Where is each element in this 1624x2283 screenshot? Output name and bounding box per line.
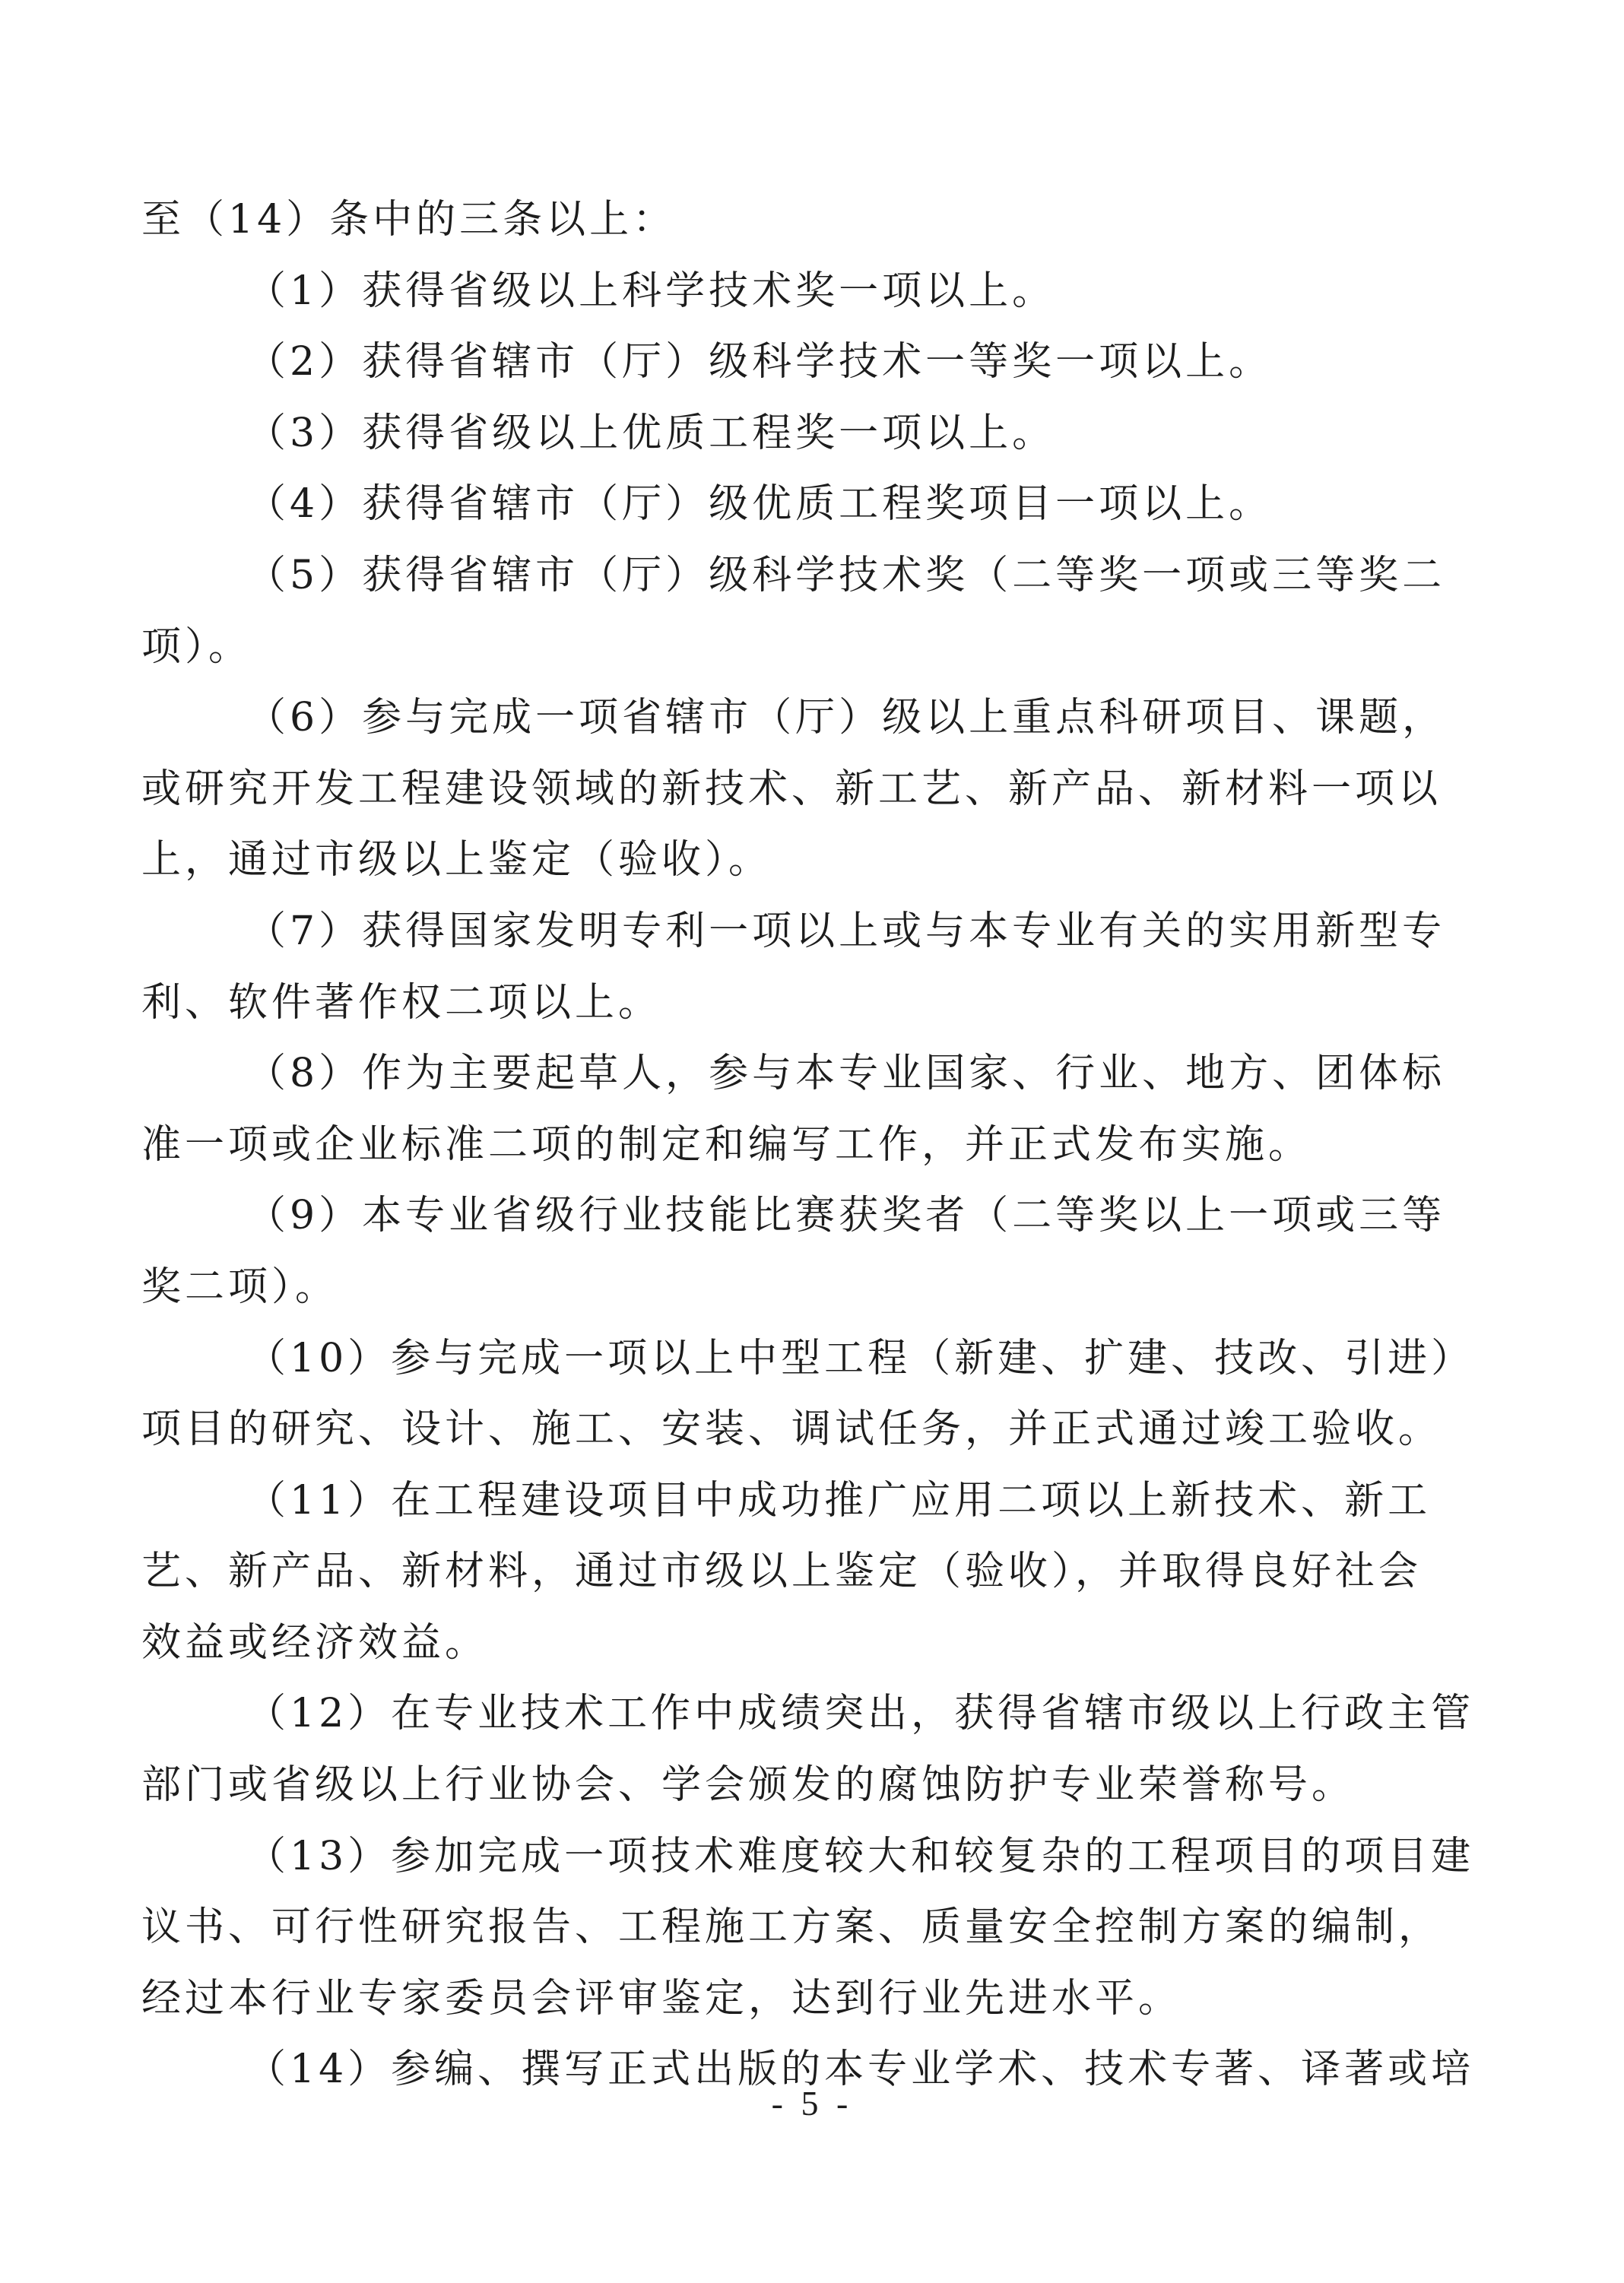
text-line: （9）本专业省级行业技能比赛获奖者（二等奖以上一项或三等 bbox=[246, 1193, 1446, 1239]
page-number: - 5 - bbox=[771, 2084, 853, 2123]
text-line: 上，通过市级以上鉴定（验收）。 bbox=[141, 837, 772, 883]
text-line: 艺、新产品、新材料，通过市级以上鉴定（验收），并取得良好社会 bbox=[141, 1549, 1423, 1595]
text-line: 或研究开发工程建设领域的新技术、新工艺、新产品、新材料一项以 bbox=[141, 766, 1442, 812]
text-line: （6）参与完成一项省辖市（厅）级以上重点科研项目、课题， bbox=[246, 695, 1446, 741]
text-line: 至（14）条中的三条以上： bbox=[141, 197, 677, 243]
text-line: 利、软件著作权二项以上。 bbox=[141, 979, 662, 1026]
text-line: （14）参编、撰写正式出版的本专业学术、技术专著、译著或培 bbox=[246, 2047, 1475, 2093]
text-line: 经过本行业专家委员会评审鉴定，达到行业先进水平。 bbox=[141, 1975, 1182, 2021]
text-line: （12）在专业技术工作中成绩突出，获得省辖市级以上行政主管 bbox=[246, 1691, 1475, 1737]
text-line: （13）参加完成一项技术难度较大和较复杂的工程项目的项目建 bbox=[246, 1833, 1475, 1879]
text-line: 准一项或企业标准二项的制定和编写工作，并正式发布实施。 bbox=[141, 1121, 1312, 1168]
text-line: （8）作为主要起草人，参与本专业国家、行业、地方、团体标 bbox=[246, 1051, 1446, 1097]
text-line: （7）获得国家发明专利一项以上或与本专业有关的实用新型专 bbox=[246, 908, 1446, 954]
text-line: （3）获得省级以上优质工程奖一项以上。 bbox=[246, 410, 1056, 456]
text-line: （2）获得省辖市（厅）级科学技术一等奖一项以上。 bbox=[246, 339, 1273, 385]
document-body bbox=[141, 185, 1510, 2106]
text-line: 项目的研究、设计、施工、安装、调试任务，并正式通过竣工验收。 bbox=[141, 1406, 1442, 1453]
text-line: 项）。 bbox=[141, 623, 252, 670]
text-line: 议书、可行性研究报告、工程施工方案、质量安全控制方案的编制， bbox=[141, 1904, 1442, 1951]
text-line: （10）参与完成一项以上中型工程（新建、扩建、技改、引进） bbox=[246, 1335, 1475, 1381]
text-line: （5）获得省辖市（厅）级科学技术奖（二等奖一项或三等奖二 bbox=[246, 552, 1446, 598]
text-line: 部门或省级以上行业协会、学会颁发的腐蚀防护专业荣誉称号。 bbox=[141, 1762, 1356, 1809]
text-line: （4）获得省辖市（厅）级优质工程奖项目一项以上。 bbox=[246, 481, 1273, 528]
text-line: 效益或经济效益。 bbox=[141, 1619, 489, 1666]
text-line: 奖二项）。 bbox=[141, 1264, 339, 1310]
text-line: （11）在工程建设项目中成功推广应用二项以上新技术、新工 bbox=[246, 1477, 1432, 1524]
text-line: （1）获得省级以上科学技术奖一项以上。 bbox=[246, 268, 1056, 314]
